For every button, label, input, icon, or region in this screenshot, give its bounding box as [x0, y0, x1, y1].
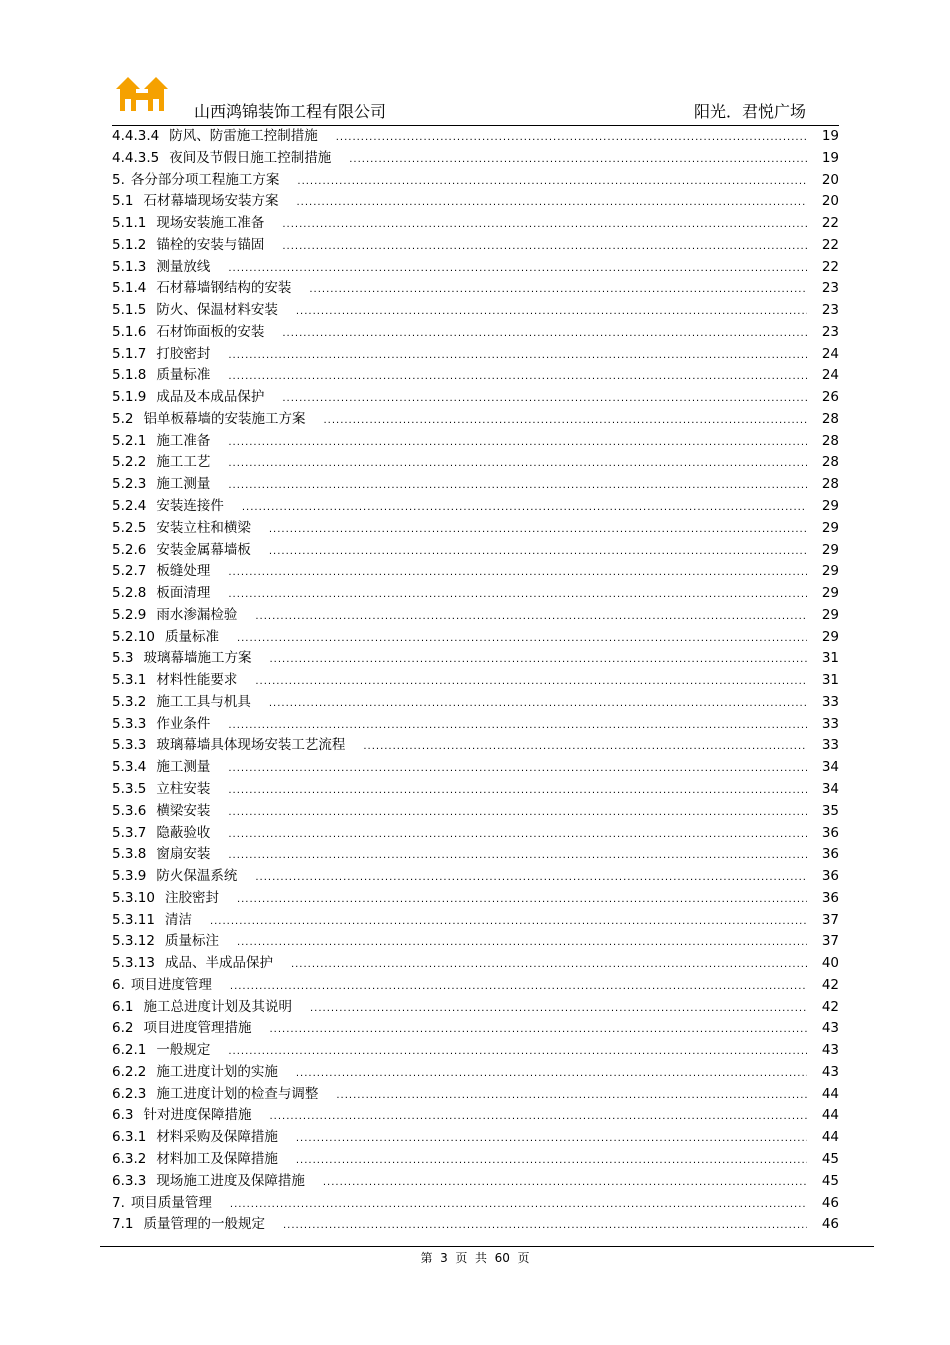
- toc-entry[interactable]: [112, 365, 839, 387]
- toc-entry-title: 施工工具与机具: [156, 693, 251, 710]
- toc-entry-title: 材料加工及保障措施: [156, 1150, 278, 1167]
- toc-entry-page: 28: [821, 432, 839, 449]
- toc-entry[interactable]: [112, 692, 839, 714]
- toc-entry-number: 5.1.5: [112, 302, 147, 319]
- toc-entry-page: 23: [821, 280, 839, 297]
- toc-dot-leader: [296, 1128, 807, 1150]
- toc-entry-title: 窗扇安装: [156, 846, 211, 863]
- toc-entry-title: 质量标准: [164, 628, 219, 645]
- toc-entry-page: 19: [821, 128, 839, 144]
- toc-dot-leader: [349, 149, 807, 171]
- toc-entry-page: 20: [821, 193, 839, 210]
- toc-dot-leader: [291, 954, 807, 976]
- toc-entry-title: 施工总进度计划及其说明: [143, 998, 292, 1015]
- toc-entry-number: 5.3.2: [112, 693, 147, 710]
- toc-entry-number: 6.2.2: [112, 1063, 147, 1080]
- toc-entry-page: 37: [821, 933, 839, 950]
- toc-entry-page: 20: [821, 171, 839, 188]
- toc-entry-title: 施工测量: [156, 759, 211, 776]
- toc-entry-title: 立柱安装: [156, 780, 211, 797]
- toc-entry-title: 石材幕墙现场安装方案: [143, 193, 279, 210]
- toc-entry[interactable]: [112, 278, 839, 300]
- toc-dot-leader: [363, 736, 807, 758]
- toc-entry-number: 5.3.11: [112, 911, 155, 928]
- toc-entry-page: 31: [821, 650, 839, 667]
- toc-entry-number: 6.3.3: [112, 1172, 147, 1189]
- toc-entry-page: 44: [821, 1129, 839, 1146]
- toc-entry-title: 安装金属幕墙板: [156, 541, 251, 558]
- toc-dot-leader: [282, 236, 807, 258]
- toc-entry-number: 7.: [112, 1194, 125, 1211]
- toc-dot-leader: [323, 410, 807, 432]
- toc-entry[interactable]: [112, 1193, 839, 1215]
- toc-dot-leader: [228, 453, 807, 475]
- toc-entry-title: 夜间及节假日施工控制措施: [169, 149, 332, 166]
- toc-dot-leader: [296, 1150, 807, 1172]
- toc-dot-leader: [228, 802, 807, 824]
- toc-dot-leader: [255, 671, 807, 693]
- toc-entry-page: 28: [821, 410, 839, 427]
- toc-entry-number: 5.3.13: [112, 955, 155, 972]
- toc-entry-title: 清洁: [164, 911, 192, 928]
- toc-entry-page: 33: [821, 737, 839, 754]
- toc-entry-page: 31: [821, 672, 839, 689]
- toc-entry[interactable]: [112, 496, 839, 518]
- toc-entry-page: 35: [821, 802, 839, 819]
- toc-entry-page: 45: [821, 1172, 839, 1189]
- toc-entry-page: 29: [821, 606, 839, 623]
- toc-entry[interactable]: [112, 1084, 839, 1106]
- toc-entry-number: 5.3.10: [112, 889, 155, 906]
- toc-entry[interactable]: [112, 235, 839, 257]
- toc-dot-leader: [282, 214, 807, 236]
- page-footer: 第 3 页 共 60 页: [420, 1251, 530, 1265]
- toc-entry-title: 现场安装施工准备: [156, 215, 265, 232]
- toc-entry-page: 36: [821, 846, 839, 863]
- toc-dot-leader: [336, 127, 807, 149]
- toc-entry-number: 5.1.9: [112, 389, 147, 406]
- toc-entry[interactable]: [112, 474, 839, 496]
- toc-entry[interactable]: [112, 1127, 839, 1149]
- toc-dot-leader: [230, 1194, 807, 1216]
- toc-entry[interactable]: [112, 1018, 839, 1040]
- toc-entry-number: 5.2.1: [112, 432, 147, 449]
- toc-entry[interactable]: [112, 714, 839, 736]
- toc-entry-number: 5.3.7: [112, 824, 147, 841]
- toc-entry-title: 安装立柱和横梁: [156, 519, 251, 536]
- toc-entry-title: 横梁安装: [156, 802, 211, 819]
- toc-dot-leader: [242, 497, 807, 519]
- toc-dot-leader: [255, 606, 807, 628]
- toc-entry[interactable]: [112, 213, 839, 235]
- toc-entry-page: 23: [821, 323, 839, 340]
- toc-entry-title: 现场施工进度及保障措施: [156, 1172, 305, 1189]
- toc-entry-number: 5.3.8: [112, 846, 147, 863]
- toc-entry-number: 6.2.3: [112, 1085, 147, 1102]
- hj-monogram-logo-icon: [114, 73, 170, 113]
- toc-entry-number: 5.3.1: [112, 672, 147, 689]
- toc-dot-leader: [336, 1085, 807, 1107]
- toc-entry-page: 22: [821, 258, 839, 275]
- toc-entry-title: 安装连接件: [156, 498, 224, 515]
- toc-entry-page: 46: [821, 1194, 839, 1211]
- toc-entry-page: 29: [821, 628, 839, 645]
- toc-entry-page: 22: [821, 236, 839, 253]
- toc-entry-title: 质量标注: [164, 933, 219, 950]
- toc-dot-leader: [296, 1063, 807, 1085]
- toc-entry-number: 7.1: [112, 1216, 134, 1233]
- toc-dot-leader: [228, 845, 807, 867]
- toc-entry-page: 22: [821, 215, 839, 232]
- toc-entry-page: 34: [821, 780, 839, 797]
- toc-dot-leader: [269, 541, 807, 563]
- toc-entry[interactable]: [112, 126, 839, 148]
- toc-entry[interactable]: [112, 779, 839, 801]
- toc-entry-page: 44: [821, 1107, 839, 1124]
- company-name: 山西鸿锦装饰工程有限公司: [194, 102, 387, 121]
- toc-entry-page: 26: [821, 389, 839, 406]
- toc-entry-title: 防风、防雷施工控制措施: [169, 128, 318, 144]
- toc-dot-leader: [255, 867, 807, 889]
- toc-dot-leader: [228, 780, 807, 802]
- toc-entry[interactable]: [112, 170, 839, 192]
- footer-divider: [100, 1246, 874, 1247]
- toc-entry[interactable]: [112, 648, 839, 670]
- toc-entry-page: 37: [821, 911, 839, 928]
- toc-entry-page: 29: [821, 541, 839, 558]
- toc-entry-title: 石材饰面板的安装: [156, 323, 265, 340]
- toc-entry-page: 28: [821, 476, 839, 493]
- toc-entry-title: 质量标准: [156, 367, 211, 384]
- toc-entry-title: 板缝处理: [156, 563, 211, 580]
- toc-entry-title: 打胶密封: [156, 345, 211, 362]
- toc-entry-title: 施工工艺: [156, 454, 211, 471]
- toc-entry-number: 6.2.1: [112, 1042, 147, 1059]
- toc-entry-page: 43: [821, 1020, 839, 1037]
- toc-dot-leader: [210, 911, 807, 933]
- toc-entry-number: 5.3.9: [112, 868, 147, 885]
- toc-dot-leader: [269, 1106, 807, 1128]
- toc-dot-leader: [228, 475, 807, 497]
- toc-entry-title: 作业条件: [156, 715, 211, 732]
- toc-entry[interactable]: [112, 757, 839, 779]
- toc-entry-page: 40: [821, 955, 839, 972]
- toc-entry-number: 5.3.3: [112, 737, 147, 754]
- toc-dot-leader: [237, 889, 807, 911]
- toc-entry-number: 5.3.3: [112, 715, 147, 732]
- toc-entry-number: 5.1.4: [112, 280, 147, 297]
- toc-entry-number: 5.2.6: [112, 541, 147, 558]
- toc-entry[interactable]: [112, 257, 839, 279]
- toc-dot-leader: [237, 628, 807, 650]
- toc-entry-title: 项目质量管理: [130, 1194, 212, 1211]
- toc-entry[interactable]: [112, 322, 839, 344]
- toc-entry-title: 施工测量: [156, 476, 211, 493]
- toc-entry-title: 测量放线: [156, 258, 211, 275]
- toc-entry-number: 5.1.1: [112, 215, 147, 232]
- toc-entry[interactable]: [112, 931, 839, 953]
- toc-entry[interactable]: [112, 148, 839, 170]
- toc-entry[interactable]: [112, 300, 839, 322]
- toc-entry-number: 5.3.4: [112, 759, 147, 776]
- toc-entry-page: 43: [821, 1063, 839, 1080]
- toc-entry[interactable]: [112, 910, 839, 932]
- toc-entry[interactable]: [112, 735, 839, 757]
- toc-entry-title: 质量管理的一般规定: [143, 1216, 265, 1233]
- toc-entry-number: 4.4.3.4: [112, 128, 160, 144]
- toc-dot-leader: [237, 932, 807, 954]
- toc-entry-title: 注胶密封: [164, 889, 219, 906]
- toc-entry-page: 24: [821, 345, 839, 362]
- toc-entry-number: 5.2.8: [112, 585, 147, 602]
- toc-entry-number: 5.2.5: [112, 519, 147, 536]
- toc-dot-leader: [323, 1172, 807, 1194]
- toc-entry-title: 防火保温系统: [156, 868, 238, 885]
- toc-dot-leader: [228, 432, 807, 454]
- toc-entry-page: 29: [821, 585, 839, 602]
- toc-entry-title: 成品及本成品保护: [156, 389, 265, 406]
- toc-entry-title: 防火、保温材料安装: [156, 302, 278, 319]
- toc-dot-leader: [228, 562, 807, 584]
- toc-entry-title: 隐蔽验收: [156, 824, 211, 841]
- toc-entry[interactable]: [112, 627, 839, 649]
- toc-entry-number: 5.1.8: [112, 367, 147, 384]
- toc-entry-number: 5.3.5: [112, 780, 147, 797]
- toc-entry-title: 项目进度管理: [130, 976, 212, 993]
- toc-entry-title: 石材幕墙钢结构的安装: [156, 280, 292, 297]
- toc-entry[interactable]: [112, 888, 839, 910]
- toc-dot-leader: [228, 584, 807, 606]
- toc-entry-title: 项目进度管理措施: [143, 1020, 252, 1037]
- toc-entry-title: 玻璃幕墙具体现场安装工艺流程: [156, 737, 346, 754]
- toc-entry[interactable]: [112, 191, 839, 213]
- toc-entry[interactable]: [112, 997, 839, 1019]
- toc-entry[interactable]: [112, 518, 839, 540]
- toc-entry-number: 5.2.10: [112, 628, 155, 645]
- toc-dot-leader: [228, 758, 807, 780]
- toc-entry-number: 4.4.3.5: [112, 149, 160, 166]
- toc-entry-number: 5.1: [112, 193, 134, 210]
- toc-dot-leader: [228, 1041, 807, 1063]
- toc-entry[interactable]: [112, 1040, 839, 1062]
- toc-dot-leader: [228, 258, 807, 280]
- toc-entry-page: 29: [821, 563, 839, 580]
- toc-entry[interactable]: [112, 605, 839, 627]
- toc-dot-leader: [269, 649, 807, 671]
- toc-entry[interactable]: [112, 1149, 839, 1171]
- toc-entry[interactable]: [112, 1171, 839, 1193]
- toc-dot-leader: [296, 301, 807, 323]
- toc-entry-number: 5.: [112, 171, 125, 188]
- toc-entry[interactable]: [112, 866, 839, 888]
- toc-entry-page: 28: [821, 454, 839, 471]
- toc-dot-leader: [283, 1215, 807, 1237]
- toc-entry-title: 雨水渗漏检验: [156, 606, 238, 623]
- toc-entry-title: 成品、半成品保护: [164, 955, 273, 972]
- toc-dot-leader: [228, 366, 807, 388]
- toc-entry-number: 5.2.3: [112, 476, 147, 493]
- toc-dot-leader: [228, 824, 807, 846]
- toc-entry-number: 6.3.1: [112, 1129, 147, 1146]
- toc-entry-number: 5.3.6: [112, 802, 147, 819]
- toc-entry-title: 锚栓的安装与锚固: [156, 236, 265, 253]
- toc-entry-number: 5.2.4: [112, 498, 147, 515]
- toc-entry-number: 5.1.2: [112, 236, 147, 253]
- toc-entry[interactable]: [112, 975, 839, 997]
- toc-entry-number: 6.: [112, 976, 125, 993]
- toc-entry-page: 29: [821, 519, 839, 536]
- toc-entry-number: 5.3.12: [112, 933, 155, 950]
- toc-entry-page: 42: [821, 998, 839, 1015]
- toc-entry-page: 46: [821, 1216, 839, 1233]
- toc-entry-page: 23: [821, 302, 839, 319]
- toc-entry[interactable]: [112, 1214, 839, 1236]
- toc-entry[interactable]: [112, 583, 839, 605]
- toc-entry-title: 一般规定: [156, 1042, 211, 1059]
- toc-entry-title: 针对进度保障措施: [143, 1107, 252, 1124]
- toc-entry-page: 45: [821, 1150, 839, 1167]
- toc-entry[interactable]: [112, 823, 839, 845]
- toc-entry[interactable]: [112, 1062, 839, 1084]
- toc-entry[interactable]: [112, 540, 839, 562]
- toc-entry-page: 43: [821, 1042, 839, 1059]
- toc-dot-leader: [228, 345, 807, 367]
- toc-entry-page: 29: [821, 498, 839, 515]
- toc-entry-number: 5.2.7: [112, 563, 147, 580]
- toc-dot-leader: [282, 323, 807, 345]
- toc-entry-title: 玻璃幕墙施工方案: [143, 650, 252, 667]
- toc-entry-page: 24: [821, 367, 839, 384]
- toc-entry[interactable]: [112, 409, 839, 431]
- toc-entry[interactable]: [112, 953, 839, 975]
- toc-entry-title: 材料性能要求: [156, 672, 238, 689]
- toc-entry-number: 6.2: [112, 1020, 134, 1037]
- toc-entry-number: 5.1.6: [112, 323, 147, 340]
- toc-entry-number: 5.2: [112, 410, 134, 427]
- toc-dot-leader: [269, 693, 807, 715]
- project-name: 阳光．君悦广场: [694, 102, 807, 121]
- toc-entry-number: 6.3: [112, 1107, 134, 1124]
- toc-dot-leader: [230, 976, 807, 998]
- toc-entry-title: 材料采购及保障措施: [156, 1129, 278, 1146]
- toc-entry-title: 各分部分项工程施工方案: [130, 171, 280, 188]
- toc-entry-number: 6.1: [112, 998, 134, 1015]
- toc-entry-page: 33: [821, 693, 839, 710]
- toc-entry-page: 34: [821, 759, 839, 776]
- toc-entry-number: 5.1.7: [112, 345, 147, 362]
- toc-entry-number: 6.3.2: [112, 1150, 147, 1167]
- toc-dot-leader: [269, 519, 807, 541]
- toc-entry[interactable]: [112, 561, 839, 583]
- toc-entry[interactable]: [112, 452, 839, 474]
- toc-entry[interactable]: [112, 431, 839, 453]
- toc-entry[interactable]: [112, 801, 839, 823]
- toc-entry-page: 44: [821, 1085, 839, 1102]
- toc-entry-title: 铝单板幕墙的安装施工方案: [143, 410, 306, 427]
- toc-dot-leader: [309, 279, 807, 301]
- toc-entry-number: 5.1.3: [112, 258, 147, 275]
- toc-entry-number: 5.2.2: [112, 454, 147, 471]
- toc-entry-title: 施工进度计划的检查与调整: [156, 1085, 319, 1102]
- toc-entry[interactable]: [112, 344, 839, 366]
- table-of-contents: [112, 126, 839, 1236]
- toc-dot-leader: [310, 998, 807, 1020]
- toc-entry-page: 42: [821, 976, 839, 993]
- toc-entry-number: 5.2.9: [112, 606, 147, 623]
- toc-entry[interactable]: [112, 387, 839, 409]
- toc-entry-number: 5.3: [112, 650, 134, 667]
- toc-entry-title: 板面清理: [156, 585, 211, 602]
- toc-entry-page: 19: [821, 149, 839, 166]
- toc-entry-title: 施工准备: [156, 432, 211, 449]
- toc-dot-leader: [282, 388, 807, 410]
- toc-dot-leader: [297, 171, 807, 193]
- toc-dot-leader: [269, 1019, 807, 1041]
- toc-entry-page: 36: [821, 889, 839, 906]
- toc-dot-leader: [228, 715, 807, 737]
- toc-entry-page: 36: [821, 868, 839, 885]
- toc-entry-title: 施工进度计划的实施: [156, 1063, 278, 1080]
- toc-entry-page: 36: [821, 824, 839, 841]
- toc-entry[interactable]: [112, 1105, 839, 1127]
- toc-entry[interactable]: [112, 844, 839, 866]
- toc-dot-leader: [296, 192, 807, 214]
- toc-entry[interactable]: [112, 670, 839, 692]
- toc-entry-page: 33: [821, 715, 839, 732]
